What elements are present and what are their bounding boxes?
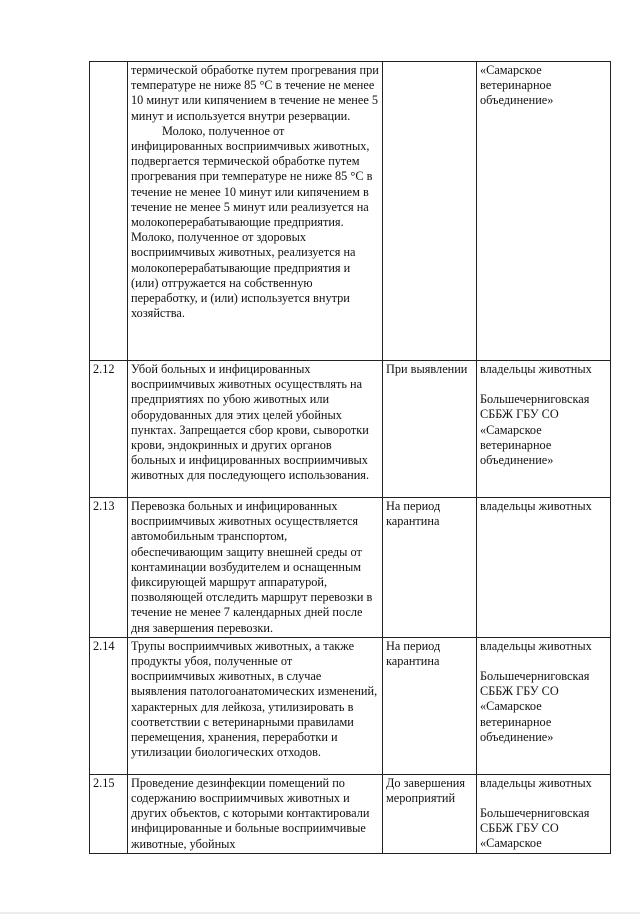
table-row: [90, 498, 611, 638]
row-number: 2.15: [90, 774, 128, 853]
action-cell: [128, 774, 383, 853]
responsible-service: Большечерниговская СББЖ ГБУ СО «Самарское ветеринарное объединение»: [480, 392, 590, 468]
responsible-cell: [477, 361, 611, 498]
responsible-cell: [477, 498, 611, 638]
term-cell: При выявлении: [383, 361, 477, 498]
action-cell: [128, 361, 383, 498]
action-cell: [128, 62, 383, 361]
responsible-text: «Самарское ветеринарное объединение»: [480, 63, 554, 108]
term-cell: На период карантина: [383, 637, 477, 774]
action-paragraph: Молоко, полученное от здоровых восприимчивых животных, реализуется на молокоперерабатывающие предприятия и (или) отгружается на собственную переработку, и (или) используется внутри хозяйства.: [131, 230, 356, 321]
responsible-owners: владельцы животных: [480, 362, 592, 376]
action-paragraph: Перевозка больных и инфицированных восприимчивых животных осуществляется автомобильным транспортом, обеспечивающим защиту внешней среды от контаминации возбудителем и оснащенным фиксирующей маршрут аппаратурой, позволяющей отследить маршрут перевозки в течение не менее 7 календарных дней после дня завершения перевозки.: [131, 499, 373, 635]
table-row: [90, 637, 611, 774]
table-row: [90, 62, 611, 361]
action-cell: [128, 637, 383, 774]
action-paragraph: Молоко, полученное от инфицированных восприимчивых животных, подвергается термической обработке путем прогревания при температуре не ниже 85 °С в течение не менее 10 минут или кипячением в течение не менее 5 минут или реализуется на молокоперерабатывающие предприятия.: [131, 123, 373, 230]
action-paragraph: Трупы восприимчивых животных, а также продукты убоя, полученные от восприимчивых животных, в случае выявления патологоанатомических изменений, характерных для лейкоза, утилизировать в соответствии с ветеринарными правилами перемещения, хранения, переработки и утилизации биологических отходов.: [131, 638, 378, 760]
table-row: [90, 361, 611, 498]
responsible-cell: [477, 774, 611, 853]
term-cell: На период карантина: [383, 498, 477, 638]
responsible-owners: владельцы животных: [480, 775, 592, 790]
responsible-service: Большечерниговская СББЖ ГБУ СО «Самарское: [480, 806, 590, 851]
term-cell: [383, 62, 477, 361]
responsible-cell: [477, 637, 611, 774]
term-cell: До завершения мероприятий: [383, 774, 477, 853]
measures-table: [89, 61, 611, 854]
responsible-owners: владельцы животных: [480, 499, 592, 513]
responsible-owners: владельцы животных: [480, 638, 592, 653]
row-number: 2.13: [90, 498, 128, 638]
action-paragraph: термической обработке путем прогревания при температуре не ниже 85 °С в течение не менее 10 минут или кипячением в течение не менее 5 минут и используется внутри резервации.: [131, 63, 379, 123]
table-row: [90, 774, 611, 853]
responsible-cell: [477, 62, 611, 361]
responsible-service: Большечерниговская СББЖ ГБУ СО «Самарское ветеринарное объединение»: [480, 669, 590, 744]
action-cell: [128, 498, 383, 638]
action-paragraph: Проведение дезинфекции помещений по содержанию восприимчивых животных и других объектов, с которыми контактировали инфицированные и больные восприимчивые животные, убойных: [131, 775, 370, 851]
row-number: 2.12: [90, 361, 128, 498]
row-number: 2.14: [90, 637, 128, 774]
row-number: [90, 62, 128, 361]
action-paragraph: Убой больных и инфицированных восприимчивых животных осуществлять на предприятиях по убою животных или оборудованных для этих целей убойных пунктах. Запрещается сбор крови, сыворотки крови, эндокринных и других органов больных и инфицированных восприимчивых животных для последующего использования.: [131, 362, 370, 483]
